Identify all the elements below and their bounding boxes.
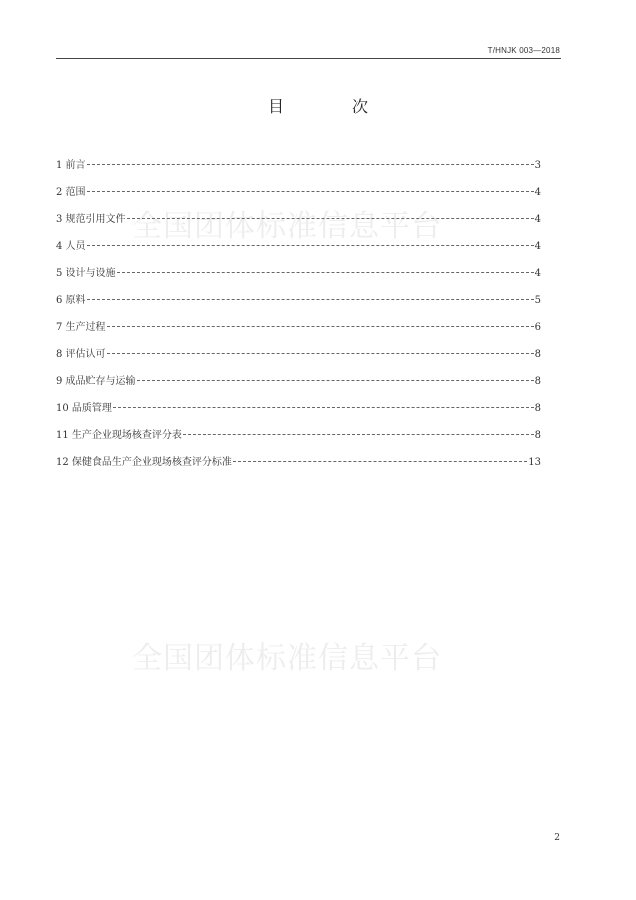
header-divider [56,58,561,59]
toc-entry-label: 10 品质管理 [56,403,112,414]
toc-entry[interactable] [56,426,541,453]
toc-entry-label: 7 生产过程 [56,322,106,333]
toc-entry-label: 9 成品贮存与运输 [56,376,136,387]
toc-leader [183,434,534,435]
toc-entry-label: 8 评估认可 [56,349,106,360]
toc-leader [113,407,534,408]
toc-entry-page: 3 [534,160,541,171]
toc-entry[interactable] [56,399,541,426]
toc-leader [127,218,534,219]
toc-leader [87,164,534,165]
toc-entry-page: 4 [534,214,541,225]
toc-entry-page: 4 [534,268,541,279]
toc-entry[interactable] [56,156,541,183]
watermark: 全国团体标准信息平台 [132,209,442,244]
toc-entry-label: 3 规范引用文件 [56,214,126,225]
toc-entry-page: 6 [534,322,541,333]
toc-leader [137,380,534,381]
toc-leader [233,461,527,462]
toc-leader [107,353,534,354]
toc-entry-label: 4 人员 [56,241,86,252]
toc-entry-page: 8 [534,430,541,441]
toc-leader [87,191,534,192]
toc-entry[interactable] [56,237,541,264]
toc-entry[interactable] [56,291,541,318]
toc-entry-page: 8 [534,376,541,387]
toc-entry[interactable] [56,318,541,345]
toc-entry-page: 8 [534,403,541,414]
watermark: 全国团体标准信息平台 [132,641,442,676]
toc-entry-page: 5 [534,295,541,306]
toc-entry[interactable] [56,264,541,291]
toc-entry-page: 8 [534,349,541,360]
toc-entry-label: 1 前言 [56,160,86,171]
toc-entry-label: 11 生产企业现场核查评分表 [56,430,182,441]
toc-entry[interactable] [56,453,541,480]
table-of-contents [56,156,541,480]
toc-leader [117,272,534,273]
page-number: 2 [554,833,560,843]
toc-entry-label: 2 范围 [56,187,86,198]
toc-entry[interactable] [56,210,541,237]
standard-code: T/HNJK 003—2018 [487,46,560,55]
toc-entry[interactable] [56,372,541,399]
toc-entry-page: 13 [528,457,541,468]
toc-entry-page: 4 [534,241,541,252]
toc-title: 目 次 [267,97,394,116]
toc-entry[interactable] [56,183,541,210]
toc-leader [107,326,534,327]
toc-entry[interactable] [56,345,541,372]
toc-leader [87,299,534,300]
toc-entry-page: 4 [534,187,541,198]
toc-leader [87,245,534,246]
toc-entry-label: 12 保健食品生产企业现场核查评分标准 [56,457,232,468]
toc-entry-label: 5 设计与设施 [56,268,116,279]
toc-entry-label: 6 原料 [56,295,86,306]
